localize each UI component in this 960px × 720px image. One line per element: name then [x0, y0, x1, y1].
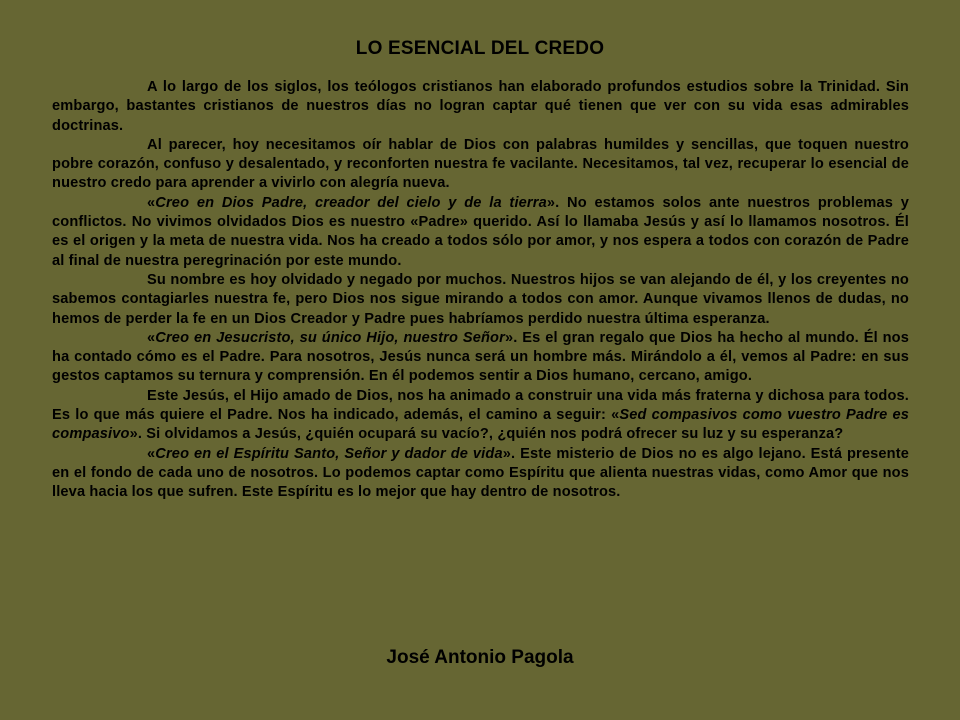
creed-quote: Creo en Jesucristo, su único Hijo, nuestro Señor	[155, 329, 505, 346]
paragraph-text: «	[147, 329, 156, 346]
paragraph-7	[52, 445, 909, 503]
paragraph-4	[52, 271, 909, 329]
paragraph-text: A lo largo de los siglos, los teólogos cristianos han elaborado profundos estudios sobre la Trinidad. Sin embargo, bastantes cristianos de nuestros días no logran captar qué tienen que ver con su vida esas admirables doctrinas.	[52, 79, 909, 134]
paragraph-text: ». Es el gran regalo que Dios ha hecho al mundo. Él nos ha contado cómo es el Padre. Para nosotros, Jesús nunca será un hombre más. Mirándolo a él, vemos al Padre: en sus gestos captamos su ternura y comprensión. En él podemos sentir a Dios humano, cercano, amigo.	[52, 329, 910, 385]
paragraph-6	[52, 387, 909, 445]
paragraph-1	[52, 78, 909, 136]
creed-quote: Creo en el Espíritu Santo, Señor y dador de vida	[155, 445, 503, 462]
paragraph-3	[52, 194, 909, 271]
paragraph-text: «	[147, 445, 156, 462]
paragraph-text: ». Este misterio de Dios no es algo lejano. Está presente en el fondo de cada uno de nosotros. Lo podemos captar como Espíritu que alienta nuestras vidas, como Amor que nos lleva hacia los que sufren. Este Espíritu es lo mejor que hay dentro de nosotros.	[52, 445, 910, 501]
author-signature: José Antonio Pagola	[386, 647, 574, 668]
paragraph-text: ». Si olvidamos a Jesús, ¿quién ocupará su vacío?, ¿quién nos podrá ofrecer su luz y su esperanza?	[129, 426, 844, 443]
creed-quote: Sed compasivos como vuestro Padre es compasivo	[52, 407, 909, 443]
page-title: LO ESENCIAL DEL CREDO	[355, 38, 605, 59]
paragraph-2	[52, 136, 909, 194]
paragraph-5	[52, 329, 909, 387]
article-body	[52, 78, 909, 503]
paragraph-text: Al parecer, hoy necesitamos oír hablar de Dios con palabras humildes y sencillas, que toquen nuestro pobre corazón, confuso y desalentado, y reconforten nuestra fe vacilante. Necesitamos, tal vez, recuperar lo esencial de nuestro credo para aprender a vivirlo con alegría nueva.	[52, 136, 909, 192]
paragraph-text: Este Jesús, el Hijo amado de Dios, nos ha animado a construir una vida más fraterna y dichosa para todos. Es lo que más quiere el Padre. Nos ha indicado, además, el camino a seguir: «	[52, 387, 909, 424]
paragraph-text: «	[147, 194, 156, 211]
creed-quote: Creo en Dios Padre, creador del cielo y de la tierra	[155, 194, 547, 211]
paragraph-text: Su nombre es hoy olvidado y negado por muchos. Nuestros hijos se van alejando de él, y los creyentes no sabemos contagiarles nuestra fe, pero Dios nos sigue mirando a todos con amor. Aunque vivamos llenos de dudas, no hemos de perder la fe en un Dios Creador y Padre pues habríamos perdido nuestra última esperanza.	[52, 271, 909, 327]
paragraph-text: ». No estamos solos ante nuestros problemas y conflictos. No vivimos olvidados Dios es nuestro «Padre» querido. Así lo llamaba Jesús y así lo llamamos nosotros. Él es el origen y la meta de nuestra vida. Nos ha creado a todos sólo por amor, y nos espera a todos con corazón de Padre al final de nuestra peregrinación por este mundo.	[52, 194, 909, 269]
